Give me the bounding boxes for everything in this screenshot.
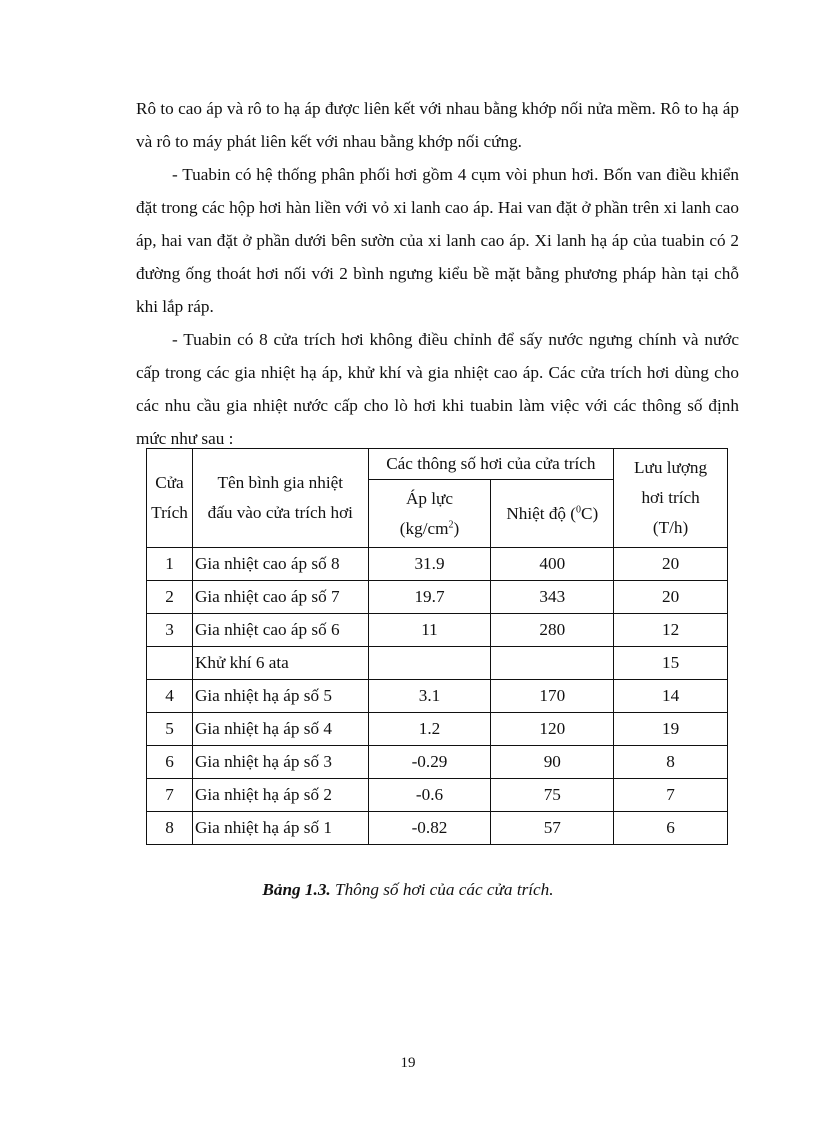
cell-pressure: -0.29	[368, 746, 491, 779]
cell-flow: 7	[614, 779, 728, 812]
table-row	[147, 779, 728, 812]
cell-flow: 14	[614, 680, 728, 713]
cell-pressure: 1.2	[368, 713, 491, 746]
cell-temperature: 343	[491, 581, 614, 614]
cell-heater-name: Gia nhiệt hạ áp số 4	[192, 713, 368, 746]
cell-temperature: 75	[491, 779, 614, 812]
cell-flow: 20	[614, 581, 728, 614]
cell-pressure: -0.6	[368, 779, 491, 812]
cell-temperature: 90	[491, 746, 614, 779]
table-caption	[0, 880, 816, 900]
cell-extraction-no: 7	[147, 779, 193, 812]
header-steam-parameters: Các thông số hơi của cửa trích	[368, 449, 614, 480]
cell-heater-name: Gia nhiệt hạ áp số 3	[192, 746, 368, 779]
cell-pressure: 11	[368, 614, 491, 647]
paragraph-extraction: - Tuabin có 8 cửa trích hơi không điều chỉnh để sấy nước ngưng chính và nước cấp trong các gia nhiệt hạ áp, khử khí và gia nhiệt cao áp. Các cửa trích hơi dùng cho các nhu cầu gia nhiệt nước cấp cho lò hơi khi tuabin làm việc với các thông số định mức như sau :	[136, 330, 739, 448]
cell-pressure: -0.82	[368, 812, 491, 845]
cell-temperature: 57	[491, 812, 614, 845]
cell-heater-name: Gia nhiệt hạ áp số 2	[192, 779, 368, 812]
header-pressure: Áp lực $(kg/cm^2)$	[368, 480, 491, 548]
cell-temperature: 400	[491, 548, 614, 581]
cell-pressure	[368, 647, 491, 680]
cell-flow: 8	[614, 746, 728, 779]
page-number: 19	[400, 1055, 416, 1071]
table-row	[147, 713, 728, 746]
table-row	[147, 812, 728, 845]
caption-label: Bảng 1.3.	[262, 880, 331, 899]
cell-extraction-no	[147, 647, 193, 680]
cell-flow: 20	[614, 548, 728, 581]
cell-extraction-no: 8	[147, 812, 193, 845]
cell-extraction-no: 4	[147, 680, 193, 713]
paragraph-rotor: Rô to cao áp và rô to hạ áp được liên kết với nhau bằng khớp nối nửa mềm. Rô to hạ áp và rô to máy phát liên kết với nhau bằng khớp nối cứng.	[136, 99, 739, 151]
cell-flow: 19	[614, 713, 728, 746]
cell-heater-name: Gia nhiệt cao áp số 7	[192, 581, 368, 614]
cell-heater-name: Gia nhiệt cao áp số 6	[192, 614, 368, 647]
header-heater-name: Tên bình gia nhiệt đấu vào cửa trích hơi	[192, 449, 368, 548]
cell-extraction-no: 1	[147, 548, 193, 581]
cell-extraction-no: 3	[147, 614, 193, 647]
table-row	[147, 680, 728, 713]
cell-temperature	[491, 647, 614, 680]
cell-pressure: 31.9	[368, 548, 491, 581]
paragraph-steam-distribution: - Tuabin có hệ thống phân phối hơi gồm 4 cụm vòi phun hơi. Bốn van điều khiển đặt trong các hộp hơi hàn liền với vỏ xi lanh cao áp. Hai van đặt ở phần trên xi lanh cao áp, hai van đặt ở phần dưới bên sườn của xi lanh cao áp. Xi lanh hạ áp của tuabin có 2 đường ống thoát hơi nối với 2 bình ngưng kiểu bề mặt bằng phương pháp hàn tại chỗ khi lắp ráp.	[136, 165, 739, 316]
cell-temperature: 120	[491, 713, 614, 746]
header-extraction-no: Cửa Trích	[147, 449, 193, 548]
cell-pressure: 3.1	[368, 680, 491, 713]
cell-temperature: 280	[491, 614, 614, 647]
cell-pressure: 19.7	[368, 581, 491, 614]
cell-flow: 15	[614, 647, 728, 680]
table-row	[147, 614, 728, 647]
cell-extraction-no: 5	[147, 713, 193, 746]
table-row	[147, 581, 728, 614]
cell-heater-name: Gia nhiệt cao áp số 8	[192, 548, 368, 581]
header-flow: Lưu lượng hơi trích (T/h)	[614, 449, 728, 548]
cell-heater-name: Gia nhiệt hạ áp số 5	[192, 680, 368, 713]
table-row	[147, 647, 728, 680]
cell-heater-name: Khử khí 6 ata	[192, 647, 368, 680]
cell-temperature: 170	[491, 680, 614, 713]
header-temperature: Nhiệt độ ($^0$C)	[491, 480, 614, 548]
cell-flow: 12	[614, 614, 728, 647]
cell-heater-name: Gia nhiệt hạ áp số 1	[192, 812, 368, 845]
table-row	[147, 746, 728, 779]
extraction-table	[146, 448, 728, 845]
cell-flow: 6	[614, 812, 728, 845]
cell-extraction-no: 6	[147, 746, 193, 779]
caption-text: Thông số hơi của các cửa trích.	[330, 880, 554, 899]
cell-extraction-no: 2	[147, 581, 193, 614]
table-row	[147, 548, 728, 581]
